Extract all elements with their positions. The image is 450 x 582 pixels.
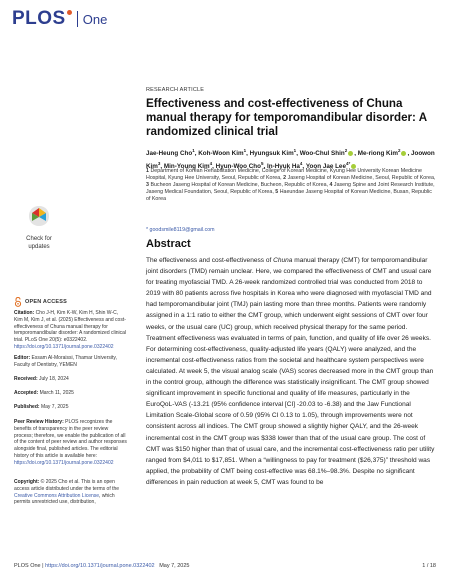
peer-review-block (14, 419, 127, 467)
affiliation-text: Department of Korean Rehabilitation Medicine, College of Korean Medicine, Kyung Hee University Korean Medicine Hospital, Kyung Hee University, Seoul, Republic of Korea, (146, 168, 422, 181)
journal-logo (12, 8, 107, 30)
editor-block (14, 355, 127, 369)
copyright-label: Copyright: (14, 479, 40, 485)
received-label: Received: (14, 376, 38, 382)
abstract-emphasis: Chuna (273, 257, 293, 264)
footer-date: May 7, 2025 (159, 563, 190, 569)
peer-review-label: Peer Review History: (14, 419, 64, 425)
published-label: Published: (14, 404, 40, 410)
crossmark-badge[interactable] (22, 205, 56, 251)
affiliation-number: 3 (146, 182, 149, 188)
author-affiliation-sup: 1 (293, 148, 297, 153)
footer-doi-link[interactable]: https://doi.org/10.1371/journal.pone.0322402 (45, 563, 155, 569)
author-affiliation-sup: 4* (345, 160, 351, 166)
abstract-heading: Abstract (146, 238, 191, 250)
author-separator: , (263, 162, 268, 170)
author-name[interactable]: Hyun-Woo Cho (215, 162, 261, 170)
copyright-text-2: , which permits unrestricted use, distribution, (14, 492, 115, 506)
author-name[interactable]: In-Hyuk Ha (267, 162, 300, 170)
author-separator: , (407, 150, 411, 158)
corresponding-email[interactable]: * goodsmile8119@gmail.com (146, 227, 215, 233)
peer-review-link[interactable]: https://doi.org/10.1371/journal.pone.0322402 (14, 459, 114, 466)
author-affiliation-sup: 2 (344, 148, 348, 153)
author-name[interactable]: Min-Young Kim (163, 162, 210, 170)
orcid-icon[interactable] (348, 151, 353, 156)
author-separator: , (354, 150, 358, 158)
published-date: May 7, 2025 (40, 404, 69, 410)
author-affiliation-sup: 4 (209, 160, 213, 166)
author-name[interactable]: Yoon Jae Lee (305, 162, 346, 170)
published-block (14, 404, 127, 411)
author-affiliation-sup: 4 (299, 160, 303, 166)
author-affiliation-sup: 5 (261, 160, 264, 166)
journal-logo-sub: One (82, 11, 108, 27)
affiliation-number: 1 (146, 168, 149, 174)
affiliation-number: 5 (275, 189, 279, 195)
citation-text: Cho J-H, Kim K-W, Kim H, Shin W-C, Kim M, Kim J, et al. (2025) Effectiveness and cost-effectiveness of Chuna manual therapy for temporomandibular disorder: A randomized clinical trial. PLoS One 20(5): e0322402. (14, 310, 127, 344)
page-footer (14, 563, 436, 569)
citation-doi-link[interactable]: https://doi.org/10.1371/journal.pone.0322402 (14, 343, 114, 350)
received-date: July 18, 2024 (39, 376, 69, 382)
author-affiliation-sup: 1 (192, 148, 195, 153)
peer-review-text: PLOS recognizes the benefits of transparency in the peer review process; therefore, we enable the publication of all of the content of peer review and author responses alongside final, published articles. The editorial history of this article is available here: (14, 419, 127, 459)
journal-logo-text: PLOS (12, 8, 66, 29)
footer-sep: | (40, 563, 46, 569)
accepted-date: March 11, 2025 (39, 390, 74, 396)
logo-divider (77, 11, 78, 27)
footer-journal: PLOS One (14, 563, 41, 569)
license-link[interactable]: Creative Commons Attribution License (14, 492, 100, 499)
author-name[interactable]: Hyungsuk Kim (249, 150, 294, 158)
author-separator: , (194, 150, 199, 158)
abstract-part-2: manual therapy (CMT) for temporomandibular joint disorders (TMD) remain unclear. Here, we compared the effectiveness of CMT and usual care for treating myofascial TMD. A 26-week randomized controlled trial was conducted from 2018 to 2019 with 80 patients across five hospitals in Korea who were diagnosed with myofascial TMD and had temporomandibular joint (TMJ) pain lasting more than three months. Patients were randomly assigned in a 1:1 ratio to either the CMT group, which underwent eight sessions of CMT over four weeks, or the usual care (UC) group, which received physical therapy for the same period. Treatment effectiveness was evaluated in terms of pain, function, and quality of life over 26 weeks. For determining cost-effectiveness, quality-adjusted life years (QALY) were analyzed, and the incremental cost-effectiveness ratios from the societal and healthcare system perspectives were calculated. At week 5, the visual analog scale (VAS) scores decreased more in the CMT group than in the control group, although the difference was statistically insignificant. The CMT group showed significant improvement in specific functional and quality of life measures, particularly in the EuroQoL-VAS (-13.21 (95% confidence interval [CI] -20.03 to -6.38) and the Jaw Functional Limitation Scale-Global score of 0.59 (95% CI 0.13 to 1.05), through improvements were not consistent across all indices. The CMT group showed a slightly higher QALY, and the 26-week incremental cost in the CMT group was $338 lower than that of the usual care group. The cost of CMT was $150 higher than that of usual care, and the incremental cost-effectiveness ratio per utility ranged from $4,011 to $17,851. When a “willingness to pay for treatment ($26,375)” threshold was applied, the probability of CMT being cost-effective was 68.1%–98.3%. Despite no significant differences in pain reduction at week 5, CMT was found to be (146, 257, 435, 486)
article-title: Effectiveness and cost-effectiveness of Chuna manual therapy for temporomandibular disorder: A randomized clinical trial (146, 97, 427, 138)
open-access-label: OPEN ACCESS (25, 299, 68, 305)
open-access-badge (14, 297, 67, 307)
author-name[interactable]: Joowon Kim (146, 150, 435, 170)
author-separator: , (160, 162, 164, 170)
article-type: RESEARCH ARTICLE (146, 87, 205, 93)
orcid-icon[interactable] (401, 151, 406, 156)
author-affiliation-sup: 2 (397, 148, 401, 153)
affiliation-text: Haeundae Jaseng Hospital of Korean Medicine, Busan, Republic of Korea (146, 189, 432, 202)
copyright-text-1: © 2025 Cho et al. This is an open access article distributed under the terms of the (14, 479, 120, 492)
open-lock-icon (14, 297, 22, 307)
footer-left (14, 563, 189, 569)
abstract-part-1: The effectiveness and cost-effectiveness of (146, 257, 274, 264)
editor-label: Editor: (14, 355, 31, 361)
received-block (14, 376, 127, 383)
author-separator: , (302, 162, 306, 170)
author-name[interactable]: Me-riong Kim (357, 150, 398, 158)
affiliations (146, 168, 436, 203)
copyright-block (14, 479, 127, 506)
editor-text: Essam Al-Moraissi, Thamar University, Faculty of Dentistry, YEMEN (14, 355, 117, 368)
author-name[interactable]: Koh-Woon Kim (198, 150, 244, 158)
citation-label: Citation: (14, 310, 35, 316)
accepted-block (14, 390, 127, 397)
logo-dot-icon (67, 10, 72, 15)
affiliation-number: 4 (329, 182, 333, 188)
left-column (14, 205, 127, 251)
author-separator: , (212, 162, 216, 170)
citation-block (14, 310, 127, 351)
author-name[interactable]: Woo-Chul Shin (299, 150, 345, 158)
affiliation-number: 2 (283, 175, 287, 181)
author-name[interactable]: Jae-Heung Cho (146, 150, 193, 158)
affiliation-text: Bucheon Jaseng Hospital of Korean Medicine, Bucheon, Republic of Korea, (150, 182, 328, 188)
affiliation-text: Jaseng Spine and Joint Research Institute, Jaseng Medical Foundation, Seoul, Republic of Korea, (146, 182, 435, 195)
accepted-label: Accepted: (14, 390, 39, 396)
author-affiliation-sup: 3 (157, 160, 161, 166)
author-separator: , (246, 150, 250, 158)
abstract-text (146, 255, 436, 488)
crossmark-label-2: updates (28, 244, 50, 250)
crossmark-label-1: Check for (26, 236, 52, 242)
affiliation-text: Jaseng Hospital of Korean Medicine, Seoul, Republic of Korea, (287, 175, 436, 181)
footer-page-number: 1 / 18 (422, 563, 436, 569)
author-separator: , (296, 150, 300, 158)
author-affiliation-sup: 1 (243, 148, 247, 153)
crossmark-icon (27, 205, 51, 235)
